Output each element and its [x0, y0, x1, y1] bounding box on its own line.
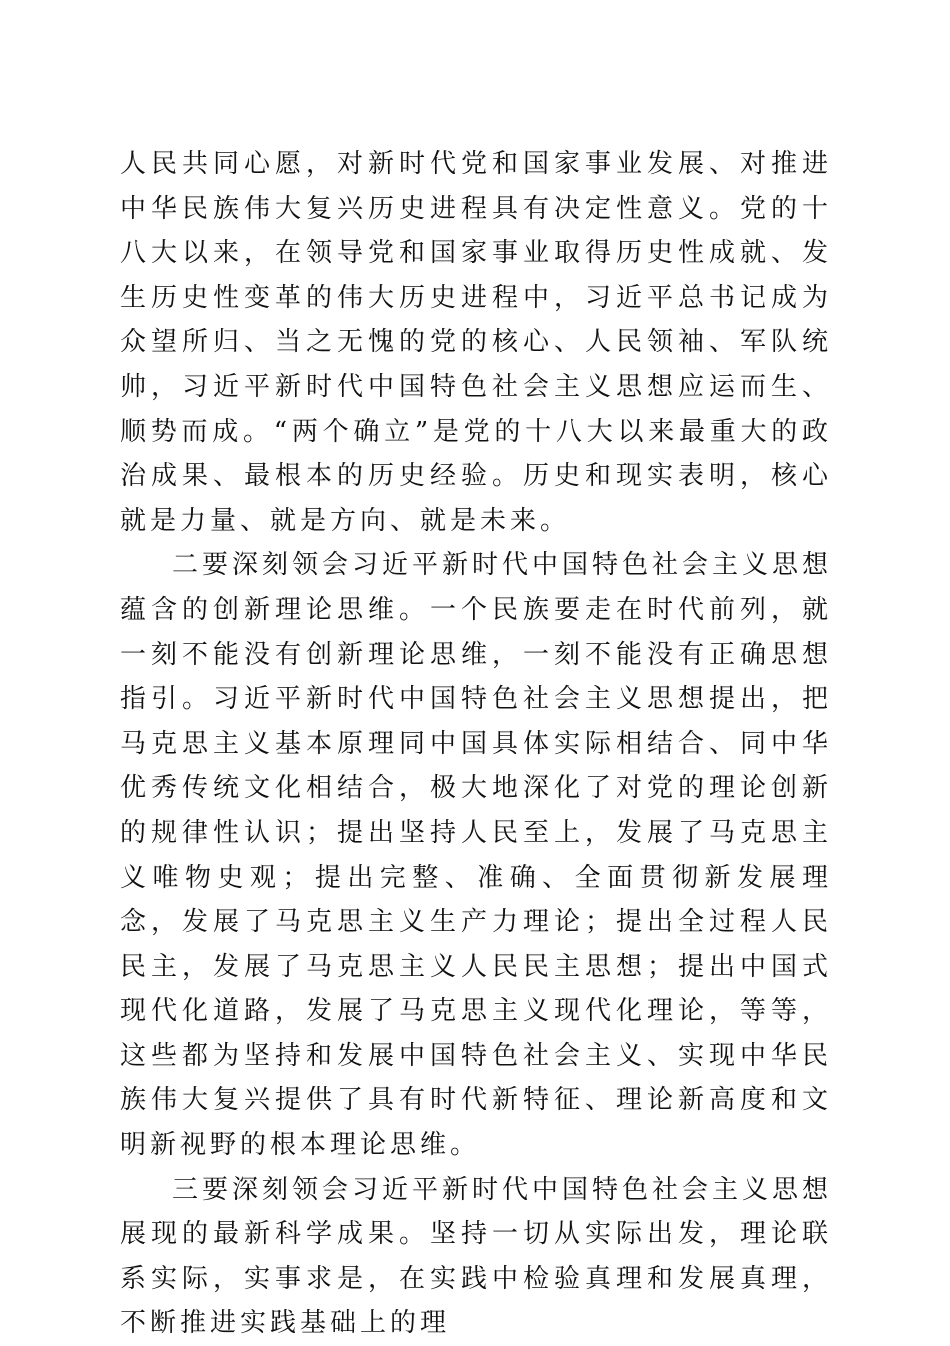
paragraph-second-point: 二要深刻领会习近平新时代中国特色社会主义思想蕴含的创新理论思维。一个民族要走在时代前列，就一刻不能没有创新理论思维，一刻不能没有正确思想指引。习近平新时代中国特色社会主义思想提出，把马克思主义基本原理同中国具体实际相结合、同中华优秀传统文化相结合，极大地深化了对党的理论创新的规律性认识；提出坚持人民至上，发展了马克思主义唯物史观；提出完整、准确、全面贯彻新发展理念，发展了马克思主义生产力理论；提出全过程人民民主，发展了马克思主义人民民主思想；提出中国式现代化道路，发展了马克思主义现代化理论，等等，这些都为坚持和发展中国特色社会主义、实现中华民族伟大复兴提供了具有时代新特征、理论新高度和文明新视野的根本理论思维。 [120, 550, 833, 1161]
document-body [120, 142, 832, 1346]
paragraph-third-point: 三要深刻领会习近平新时代中国特色社会主义思想展现的最新科学成果。坚持一切从实际出发，理论联系实际，实事求是，在实践中检验真理和发展真理，不断推进实践基础上的理 [120, 1174, 833, 1339]
paragraph-continuation: 人民共同心愿，对新时代党和国家事业发展、对推进中华民族伟大复兴历史进程具有决定性意义。党的十八大以来，在领导党和国家事业取得历史性成就、发生历史性变革的伟大历史进程中，习近平总书记成为众望所归、当之无愧的党的核心、人民领袖、军队统帅，习近平新时代中国特色社会主义思想应运而生、顺势而成。“两个确立”是党的十八大以来最重大的政治成果、最根本的历史经验。历史和现实表明，核心就是力量、就是方向、就是未来。 [120, 149, 832, 536]
